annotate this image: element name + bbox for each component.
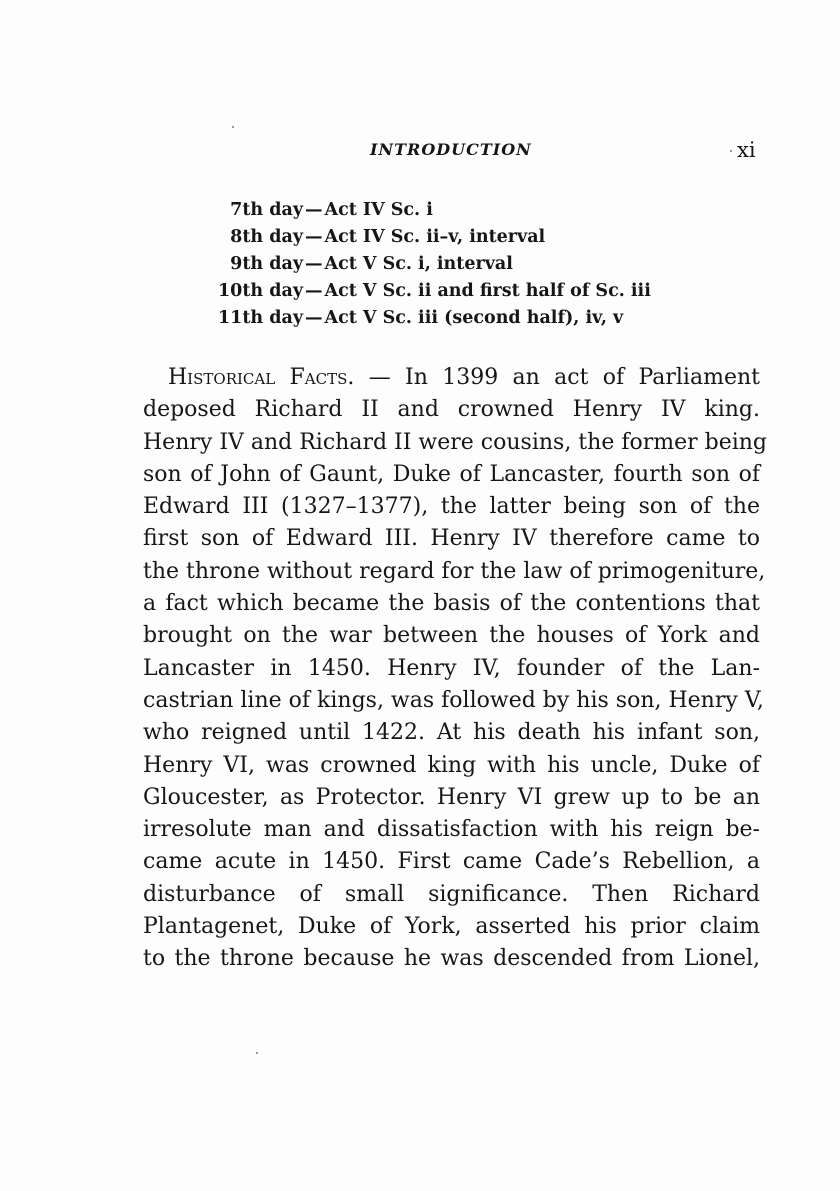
text-line (143, 362, 760, 394)
running-title: INTRODUCTION (370, 140, 532, 159)
lead-dash: — (368, 365, 406, 390)
text-line: Lancaster in 1450. Henry IV, founder of the Lan- (143, 655, 760, 681)
schedule-content: Act IV Sc. i (324, 200, 433, 220)
text-line: first son of Edward III. Henry IV therefore came to (143, 526, 760, 552)
text-line: came acute in 1450. First came Cade’s Rebellion, a (143, 849, 760, 875)
print-speck (730, 150, 732, 152)
schedule-day: 9th day (230, 254, 303, 274)
schedule-row (213, 251, 733, 278)
page-number: xi (737, 138, 756, 162)
schedule-day: 10th day (218, 281, 303, 301)
schedule-dash: — (305, 254, 323, 274)
text-line: Plantagenet, Duke of York, asserted his prior claim (143, 914, 760, 940)
text-line: castrian line of kings, was followed by his son, Henry V, (143, 687, 764, 713)
text-line: Henry IV and Richard II were cousins, the former being (143, 429, 768, 455)
text-line: Edward III (1327–1377), the latter being son of the (143, 494, 760, 520)
historical-facts-paragraph (143, 362, 768, 976)
schedule-content: Act IV Sc. ii–v, interval (324, 227, 546, 247)
text-line: who reigned until 1422. At his death his infant son, (143, 720, 760, 746)
schedule-dash: — (305, 227, 323, 247)
text-line: a fact which became the basis of the contentions that (143, 591, 760, 617)
text-line: the throne without regard for the law of primogeniture, (143, 558, 766, 584)
text-line: brought on the war between the houses of York and (143, 623, 760, 649)
section-heading: Historical Facts. (168, 365, 355, 390)
line-text: In 1399 an act of Parliament (405, 365, 760, 390)
day-schedule (213, 197, 733, 332)
schedule-row (213, 305, 733, 332)
print-speck (232, 126, 234, 128)
text-line: son of John of Gaunt, Duke of Lancaster, fourth son of (143, 461, 760, 487)
text-line: to the throne because he was descended from Lionel, (143, 946, 760, 972)
print-speck (256, 1052, 258, 1054)
schedule-content: Act V Sc. i, interval (324, 254, 513, 274)
schedule-day: 7th day (230, 200, 303, 220)
schedule-row (213, 224, 733, 251)
schedule-dash: — (305, 281, 323, 301)
schedule-row (213, 197, 733, 224)
schedule-dash: — (305, 200, 323, 220)
schedule-dash: — (305, 308, 323, 328)
text-line: Gloucester, as Protector. Henry VI grew up to be an (143, 784, 760, 810)
page-header (0, 140, 840, 170)
text-line: deposed Richard II and crowned Henry IV king. (143, 397, 760, 423)
schedule-content: Act V Sc. ii and first half of Sc. iii (324, 281, 651, 301)
schedule-day: 11th day (218, 308, 303, 328)
text-line: irresolute man and dissatisfaction with his reign be- (143, 817, 760, 843)
text-line: disturbance of small significance. Then Richard (143, 881, 760, 907)
schedule-day: 8th day (230, 227, 303, 247)
schedule-content: Act V Sc. iii (second half), iv, v (324, 308, 624, 328)
schedule-row (213, 278, 733, 305)
text-line: Henry VI, was crowned king with his uncle, Duke of (143, 752, 760, 778)
